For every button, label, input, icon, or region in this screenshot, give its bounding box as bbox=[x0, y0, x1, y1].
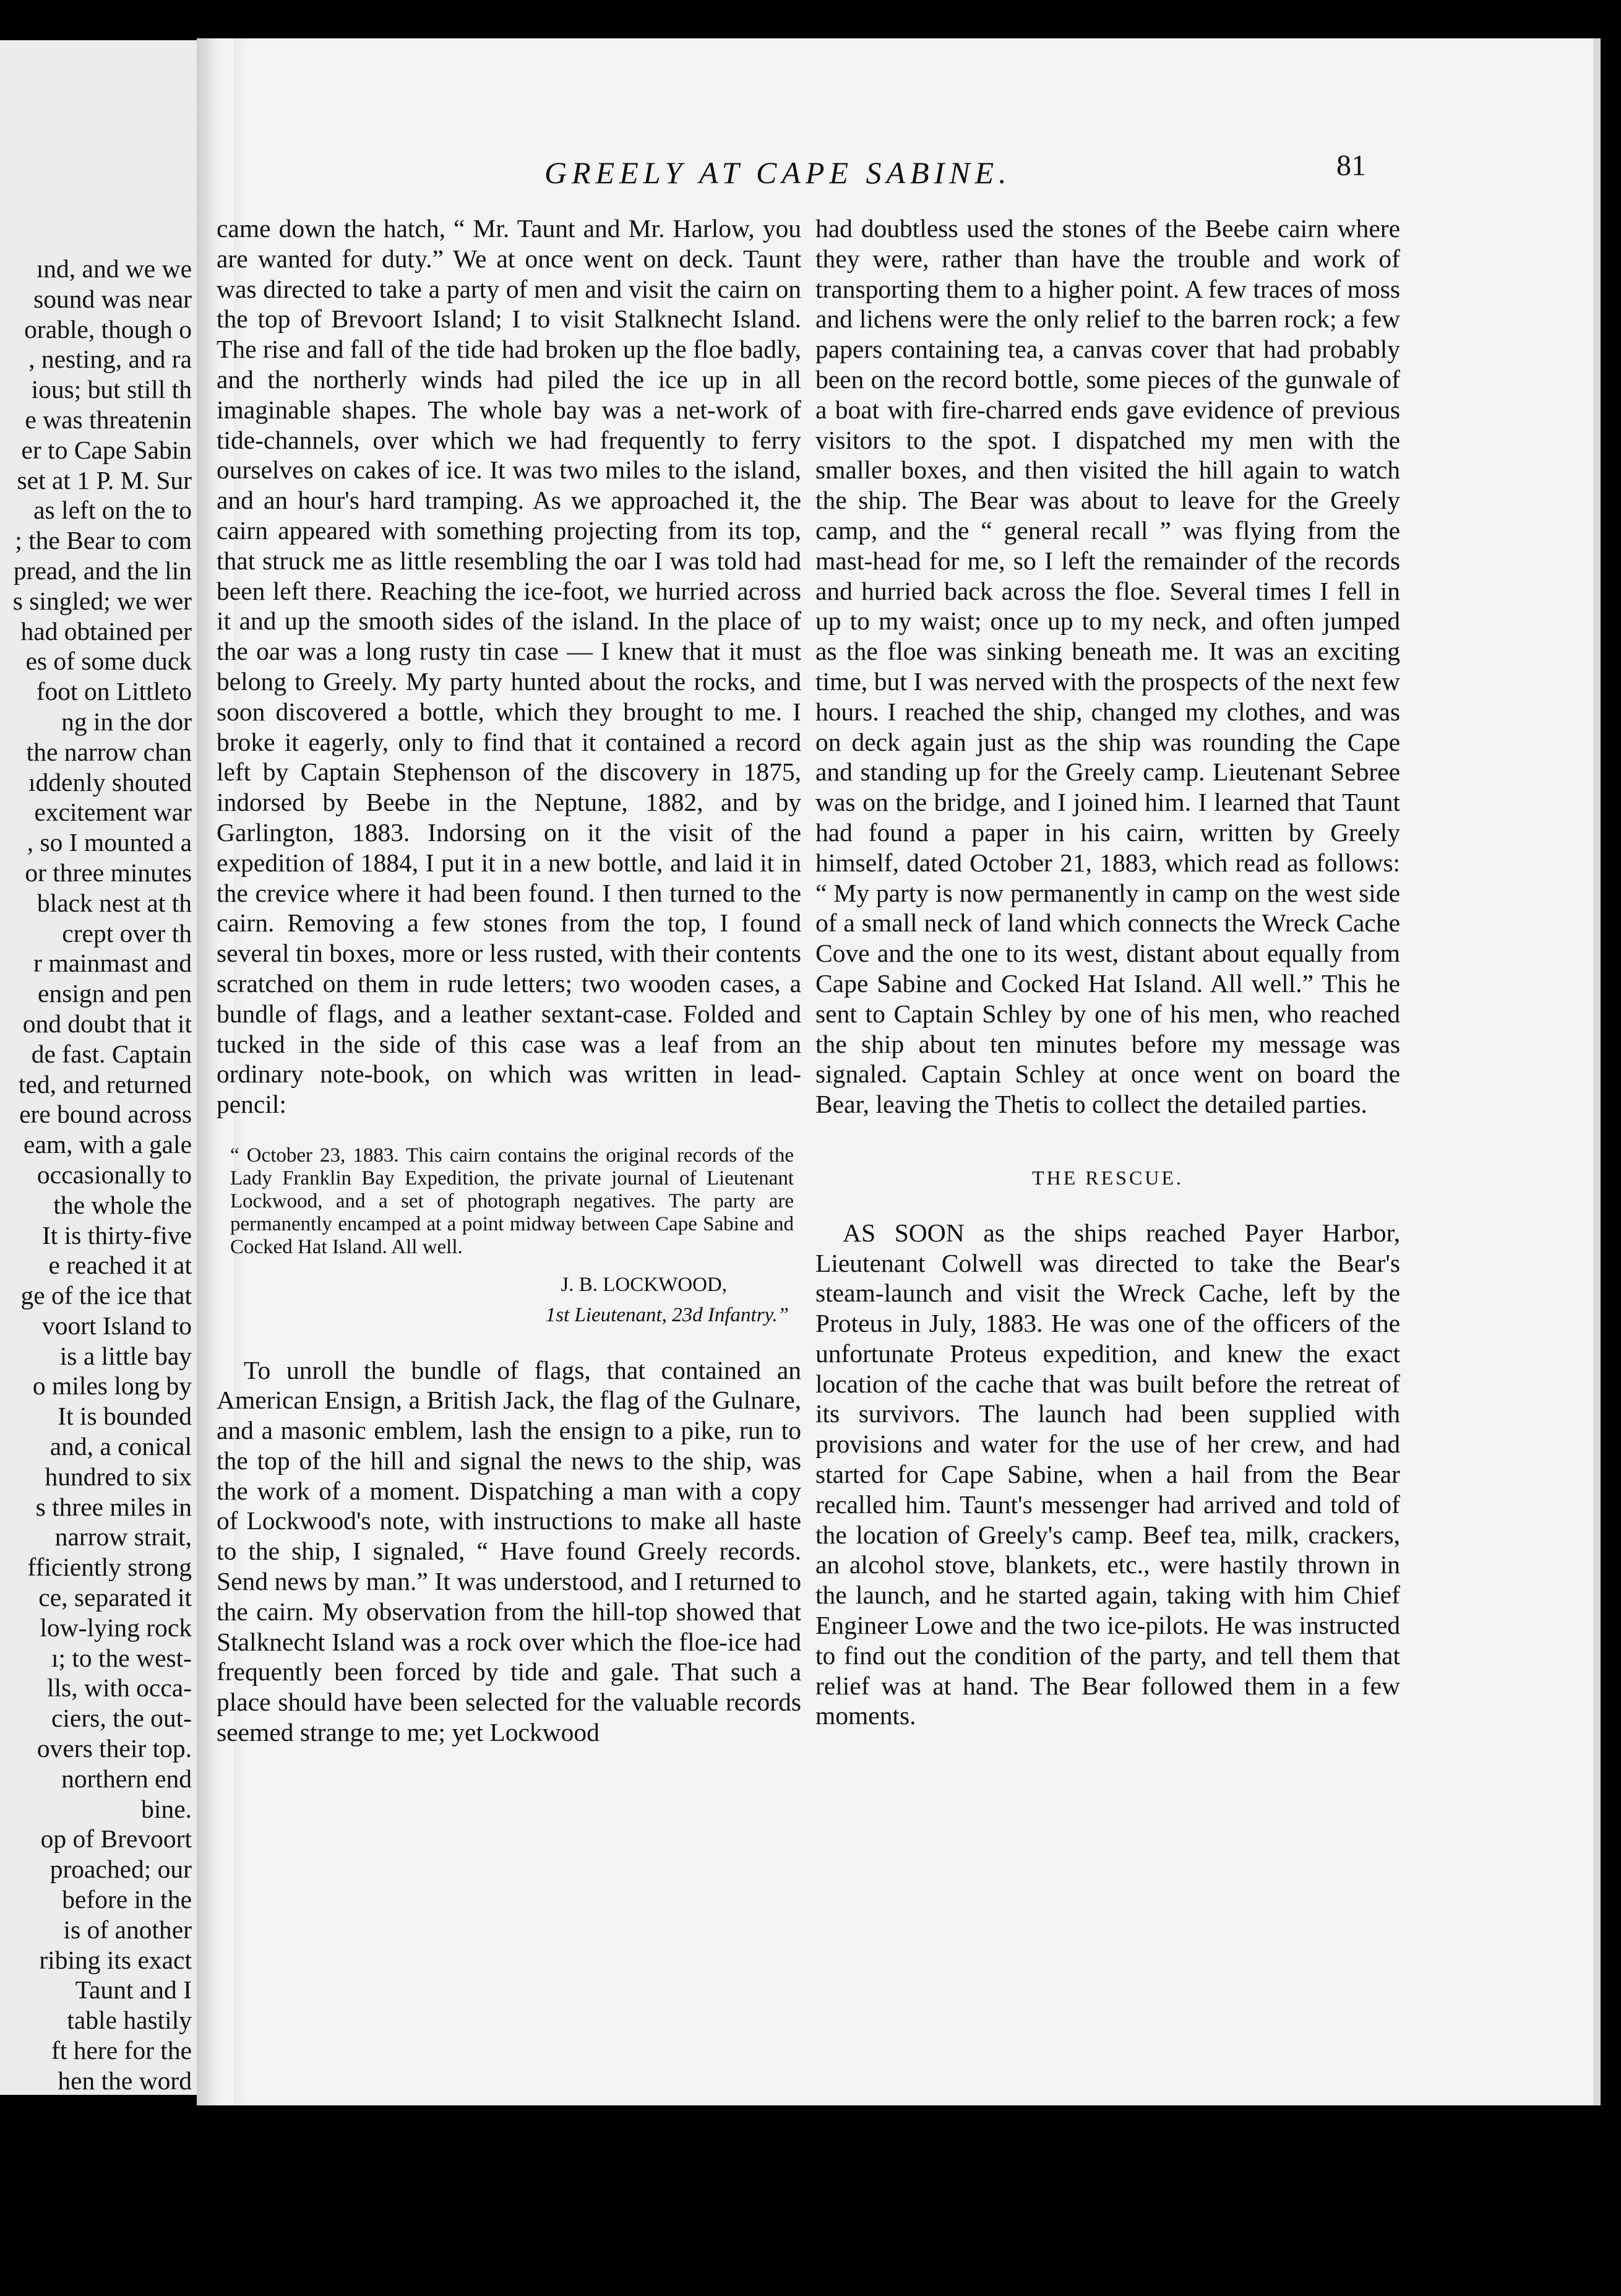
facing-page-line: the narrow chan bbox=[26, 737, 192, 766]
facing-page-line: es of some duck bbox=[25, 647, 192, 676]
facing-page-line: ge of the ice that bbox=[20, 1281, 192, 1310]
facing-page-line: op of Brevoort bbox=[40, 1824, 192, 1854]
facing-page-line: ng in the dor bbox=[61, 707, 192, 736]
facing-page-line: overs their top. bbox=[37, 1734, 192, 1763]
facing-page-line: ınd, and we we bbox=[36, 254, 192, 283]
facing-page-line: is a little bay bbox=[59, 1341, 192, 1370]
text-column-2 bbox=[815, 214, 1400, 1731]
facing-page-line: , so I mounted a bbox=[27, 828, 192, 857]
facing-page-line: before in the bbox=[62, 1885, 192, 1914]
facing-page-line: e reached it at bbox=[48, 1251, 192, 1280]
facing-page-line: eam, with a gale bbox=[24, 1130, 192, 1159]
facing-page-line: s three miles in bbox=[35, 1492, 192, 1521]
facing-page-line: fficiently strong bbox=[27, 1553, 192, 1582]
facing-page-line: excitement war bbox=[34, 798, 192, 827]
facing-page-line: foot on Littleto bbox=[36, 677, 192, 706]
facing-page-line: the whole the bbox=[53, 1190, 192, 1219]
facing-page-line: is of another bbox=[63, 1915, 192, 1944]
facing-page-line: northern end bbox=[61, 1764, 192, 1793]
facing-page-line: proached; our bbox=[49, 1855, 192, 1884]
facing-page-line: voort Island to bbox=[41, 1311, 192, 1340]
facing-page-line: sound was near bbox=[33, 284, 192, 313]
running-head: GREELY AT CAPE SABINE. bbox=[544, 155, 1012, 190]
text-column-1 bbox=[217, 214, 801, 1748]
facing-page-text-fragments bbox=[0, 254, 192, 2095]
facing-page-line: had obtained per bbox=[20, 616, 192, 645]
facing-page-line: It is thirty-five bbox=[41, 1220, 192, 1249]
facing-page-line: hundred to six bbox=[45, 1462, 192, 1491]
facing-page-line: and, a conical bbox=[49, 1432, 192, 1461]
section-heading: THE RESCUE. bbox=[1032, 1166, 1184, 1189]
facing-page-line: s singled; we wer bbox=[12, 586, 192, 615]
page-edge bbox=[1593, 38, 1601, 2105]
facing-page-line: narrow strait, bbox=[54, 1522, 192, 1552]
facing-page-line: ere bound across bbox=[19, 1100, 192, 1129]
facing-page-line: as left on the to bbox=[33, 496, 192, 525]
facing-page-line: crept over th bbox=[62, 918, 192, 947]
record-signature-title: 1st Lieutenant, 23d Infantry.” bbox=[545, 1303, 789, 1326]
column-2-paragraph-2: AS SOON as the ships reached Payer Harbor, Lieutenant Colwell was directed to take the Bear's steam-launch and visit the Wreck Cache, left by the Proteus in July, 1883. He was one of the officers of the unfortunate Proteus expedition, and knew the exact location of the cache that was built before the retreat of its survivors. The launch had been supplied with provisions and water for the use of her crew, and had started for Cape Sabine, when a hail from the Bear recalled him. Taunt's messenger had arrived and told of the location of Greely's camp. Beef tea, milk, crackers, an alcohol stove, blankets, etc., were hastily thrown in the launch, and he started again, taking with him Chief Engineer Lowe and the two ice-pilots. He was instructed to find out the condition of the party, and tell them that relief was at hand. The Bear followed them in a few moments. bbox=[815, 1218, 1400, 1730]
facing-page-line: o miles long by bbox=[32, 1371, 192, 1400]
facing-page-line: ond doubt that it bbox=[22, 1009, 192, 1038]
facing-page-line: or three minutes bbox=[25, 858, 192, 887]
facing-page-line: ribing its exact bbox=[39, 1945, 192, 1974]
facing-page-line: set at 1 P. M. Sur bbox=[17, 465, 192, 494]
facing-page-line: It is bounded bbox=[58, 1402, 192, 1431]
facing-page-line: hen the word bbox=[58, 2066, 192, 2095]
facing-page-line: de fast. Captain bbox=[31, 1039, 192, 1068]
facing-page-line: Taunt and I bbox=[75, 1975, 192, 2005]
page-number: 81 bbox=[1336, 149, 1366, 182]
column-1-paragraph-2: To unroll the bundle of flags, that contained an American Ensign, a British Jack, the flag of the Gulnare, and a masonic emblem, lash the ensign to a pike, run to the top of the hill and signal the news to the ship, was the work of a moment. Dispatching a man with a copy of Lockwood's note, with instructions to make all haste to the ship, I signaled, “ Have found Greely records. Send news by man.” It was understood, and I returned to the cairn. My observation from the hill-top showed that Stalknecht Island was a rock over which the floe-ice had frequently been forced by tide and gale. That such a place should have been selected for the valuable records seemed strange to me; yet Lockwood bbox=[217, 1355, 801, 1747]
facing-page-line: ce, separated it bbox=[38, 1583, 192, 1612]
facing-page-line: black nest at th bbox=[37, 888, 192, 917]
facing-page-line: low-lying rock bbox=[40, 1613, 192, 1642]
facing-page-line: r mainmast and bbox=[33, 949, 192, 978]
facing-page-line: bine. bbox=[141, 1794, 192, 1823]
column-1-paragraph-1: came down the hatch, “ Mr. Taunt and Mr. Harlow, you are wanted for duty.” We at once went on deck. Taunt was directed to take a party of men and visit the cairn on the top of Brevoort Island; I to visit Stalknecht Island. The rise and fall of the tide had broken up the floe badly, and the northerly winds had piled the ice up in all imaginable shapes. The whole bay was a net-work of tide-channels, over which we had frequently to ferry ourselves on cakes of ice. It was two miles to the island, and an hour's hard tramping. As we approached it, the cairn appeared with something projecting from its top, that struck me as little resembling the oar I was told had been left there. Reaching the ice-foot, we hurried across it and up the smooth sides of the island. In the place of the oar was a long rusty tin case — I knew that it must belong to Greely. My party hunted about the rocks, and soon discovered a bottle, which they brought to me. I broke it eagerly, only to find that it contained a record left by Captain Stephenson of the discovery in 1875, indorsed by Beebe in the Neptune, 1882, and by Garlington, 1883. Indorsing on it the visit of the expedition of 1884, I put it in a new bottle, and laid it in the crevice where it had been found. I then turned to the cairn. Removing a few stones from the top, I found several tin boxes, more or less rusted, with their contents scratched on them in rude letters; two wooden cases, a bundle of flags, and a leather sextant-case. Folded and tucked in the side of this case was a leaf from an ordinary note-book, on which was written in lead-pencil: bbox=[217, 214, 801, 1119]
facing-page-line: ft here for the bbox=[51, 2036, 192, 2065]
facing-page-line: ious; but still th bbox=[31, 375, 192, 404]
facing-page-line: er to Cape Sabin bbox=[21, 435, 192, 464]
facing-page-line: , nesting, and ra bbox=[28, 345, 192, 374]
facing-page-line: ; the Bear to com bbox=[15, 526, 192, 555]
facing-page-line: table hastily bbox=[67, 2006, 192, 2035]
facing-page-line: e was threatenin bbox=[25, 405, 192, 434]
facing-page-line: occasionally to bbox=[37, 1160, 192, 1189]
facing-page-line: ted, and returned bbox=[18, 1069, 192, 1098]
facing-page-line: pread, and the lin bbox=[13, 556, 192, 585]
facing-page-line: orable, though o bbox=[24, 314, 192, 343]
record-signature-name: J. B. LOCKWOOD, bbox=[561, 1273, 727, 1296]
facing-page-line: lls, with occa- bbox=[47, 1673, 192, 1703]
facing-page-line: ensign and pen bbox=[38, 979, 192, 1008]
facing-page-line: ıddenly shouted bbox=[28, 767, 192, 796]
facing-page-line: ciers, the out- bbox=[51, 1704, 192, 1733]
column-2-paragraph-1: had doubtless used the stones of the Beebe cairn where they were, rather than have the trouble and work of transporting them to a higher point. A few traces of moss and lichens were the only relief to the barren rock; a few papers containing tea, a canvas cover that had probably been on the record bottle, some pieces of the gunwale of a boat with fire-charred ends gave evidence of previous visitors to the spot. I dispatched my men with the smaller boxes, and then visited the hill again to watch the ship. The Bear was about to leave for the Greely camp, and the “ general recall ” was flying from the mast-head for me, so I left the remainder of the records and hurried back across the floe. Several times I fell in up to my waist; once up to my neck, and often jumped as the floe was sinking beneath me. It was an exciting time, but I was nerved with the prospects of the next few hours. I reached the ship, changed my clothes, and was on deck again just as the ship was rounding the Cape and standing up for the Greely camp. Lieutenant Sebree was on the bridge, and I joined him. I learned that Taunt had found a paper in his cairn, written by Greely himself, dated October 21, 1883, which read as follows: “ My party is now permanently in camp on the west side of a small neck of land which connects the Wreck Cache Cove and the one to its west, distant about equally from Cape Sabine and Cocked Hat Island. All well.” This he sent to Captain Schley by one of his men, who reached the ship about ten minutes before my message was signaled. Captain Schley at once went on board the Bear, leaving the Thetis to collect the detailed parties. bbox=[815, 214, 1400, 1119]
facing-page-line: ı; to the west- bbox=[51, 1643, 192, 1672]
lockwood-record-quote: “ October 23, 1883. This cairn contains the original records of the Lady Franklin Bay Expedition, the private journal of Lieutenant Lockwood, and a set of photograph negatives. The party are permanently encamped at a point midway between Cape Sabine and Cocked Hat Island. All well. bbox=[230, 1144, 794, 1258]
